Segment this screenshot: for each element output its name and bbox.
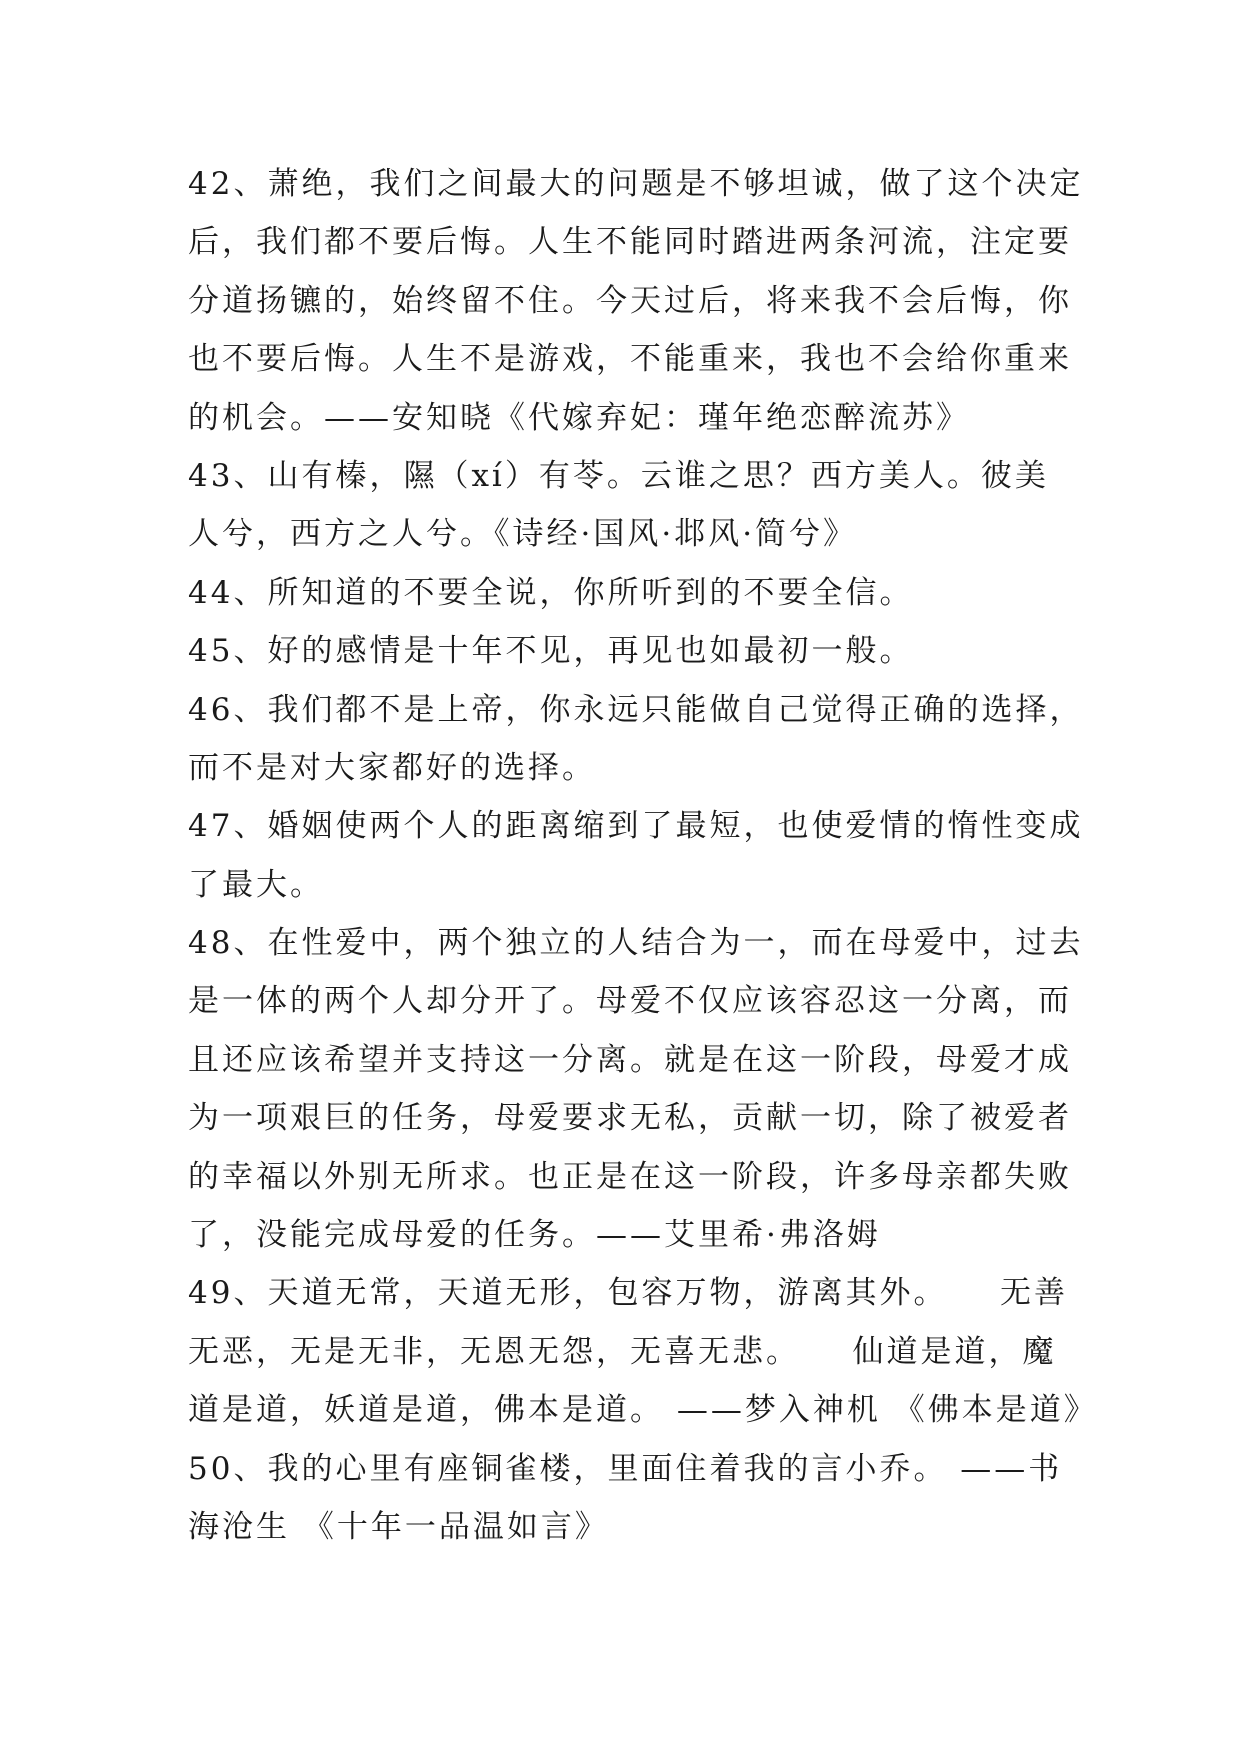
text-line: 也不要后悔。人生不是游戏，不能重来，我也不会给你重来: [188, 341, 1072, 378]
text-line: 44、所知道的不要全说，你所听到的不要全信。: [188, 574, 914, 611]
quote-text-block: [188, 155, 1098, 1556]
text-line: 43、山有榛，隰（xí）有苓。云谁之思？西方美人。彼美: [188, 457, 1049, 494]
text-line: 的机会。——安知晓《代嫁弃妃：瑾年绝恋醉流苏》: [188, 399, 970, 436]
text-line: 无恶，无是无非，无恩无怨，无喜无悲。 仙道是道，魔: [188, 1333, 1057, 1370]
text-line: 了最大。: [188, 866, 324, 903]
text-line: 49、天道无常，天道无形，包容万物，游离其外。 无善: [188, 1275, 1068, 1312]
text-line: 且还应该希望并支持这一分离。就是在这一阶段，母爱才成: [188, 1041, 1072, 1078]
text-line: 分道扬镳的，始终留不住。今天过后，将来我不会后悔，你: [188, 282, 1072, 319]
text-line: 为一项艰巨的任务，母爱要求无私，贡献一切，除了被爱者: [188, 1100, 1072, 1137]
text-line: 后，我们都不要后悔。人生不能同时踏进两条河流，注定要: [188, 224, 1072, 261]
text-line: 42、萧绝，我们之间最大的问题是不够坦诚，做了这个决定: [188, 166, 1084, 202]
text-line: 46、我们都不是上帝，你永远只能做自己觉得正确的选择，: [188, 691, 1084, 728]
text-line: 45、好的感情是十年不见，再见也如最初一般。: [188, 633, 914, 670]
text-line: 人兮，西方之人兮。《诗经·国风·邶风·简兮》: [188, 516, 858, 553]
text-line: 50、我的心里有座铜雀楼，里面住着我的言小乔。 ——书: [188, 1450, 1063, 1487]
text-line: 道是道，妖道是道，佛本是道。 ——梦入神机 《佛本是道》: [188, 1392, 1098, 1429]
text-line: 的幸福以外别无所求。也正是在这一阶段，许多母亲都失败: [188, 1158, 1072, 1195]
text-line: 47、婚姻使两个人的距离缩到了最短，也使爱情的惰性变成: [188, 808, 1084, 845]
text-line: 是一体的两个人却分开了。母爱不仅应该容忍这一分离，而: [188, 983, 1072, 1020]
text-line: 而不是对大家都好的选择。: [188, 749, 596, 786]
text-line: 48、在性爱中，两个独立的人结合为一，而在母爱中，过去: [188, 925, 1084, 962]
text-line: 海沧生 《十年一品温如言》: [188, 1508, 609, 1545]
text-line: 了，没能完成母爱的任务。——艾里希·弗洛姆: [188, 1217, 881, 1254]
